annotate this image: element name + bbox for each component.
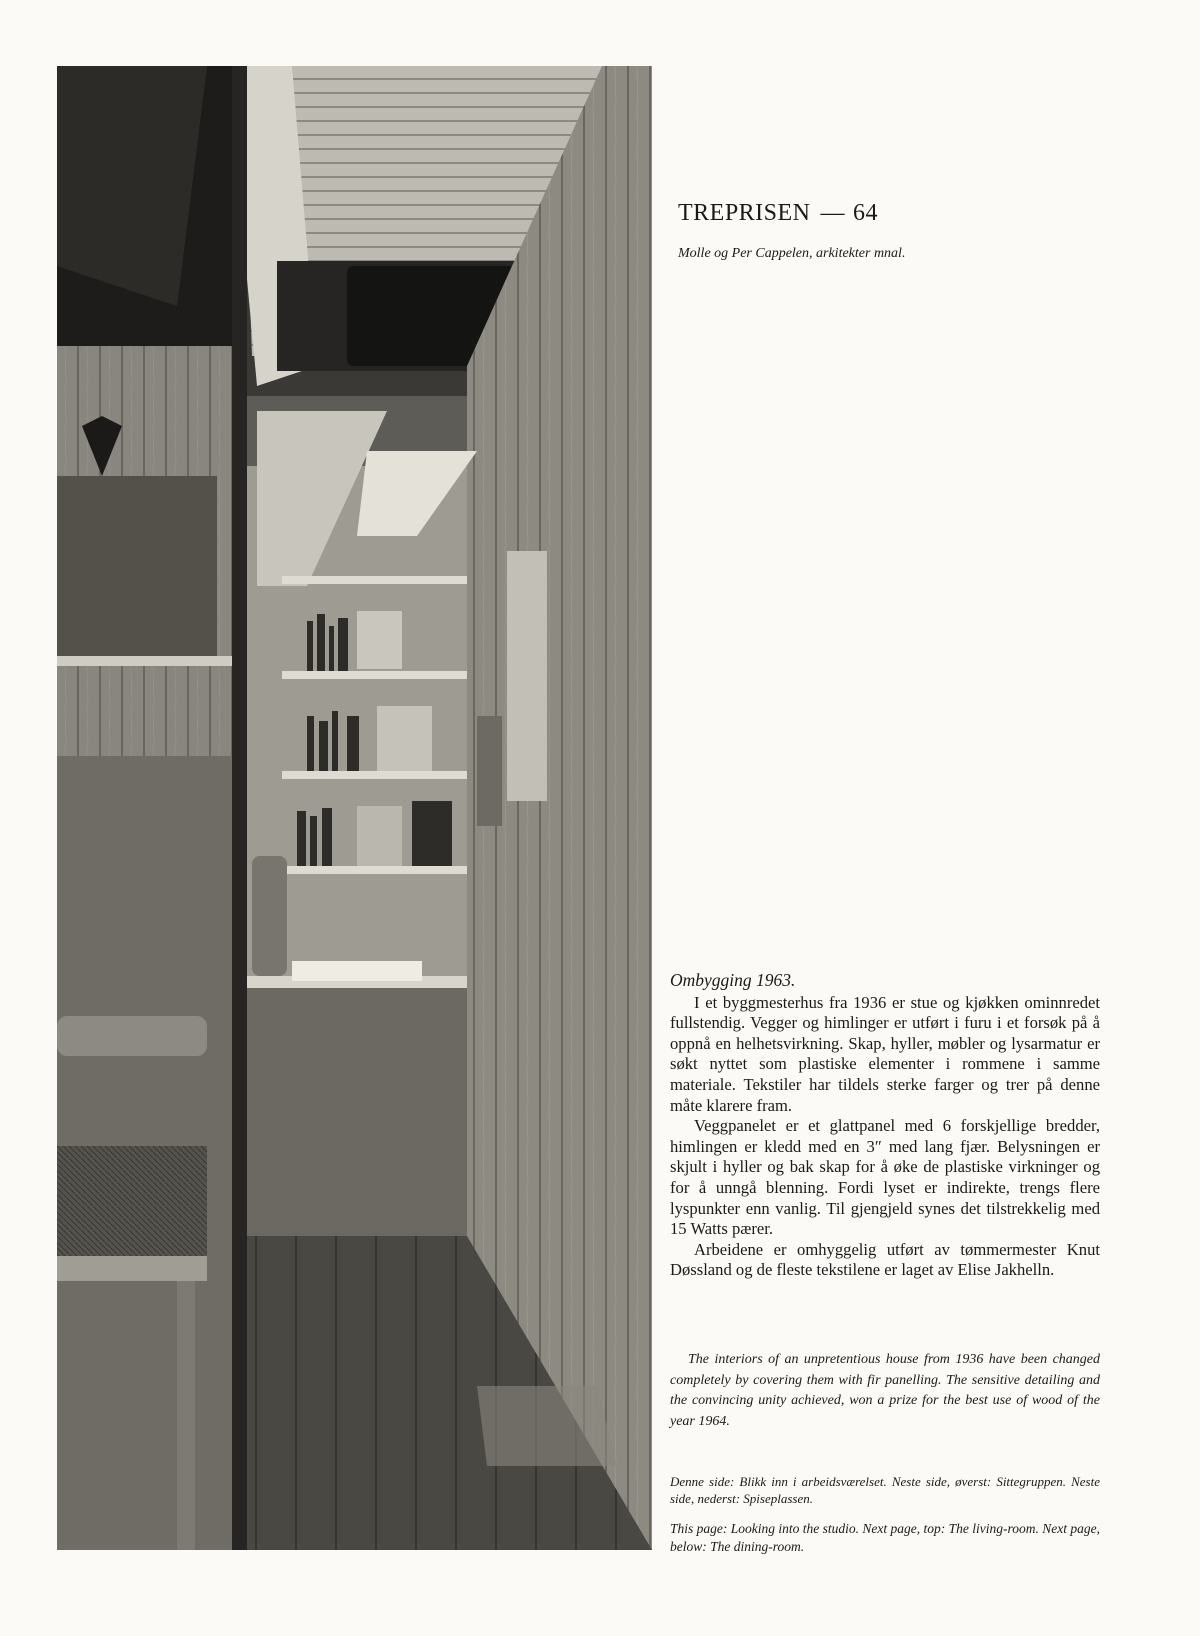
norwegian-text-block — [670, 970, 1100, 1281]
norwegian-paragraph-1: I et byggmesterhus fra 1936 er stue og kjøkken ominnredet fullstendig. Vegger og himlinger er utført i furu i et forsøk på å oppnå en helhetsvirkning. Skap, hyller, møbler og lysarmatur er søkt nyttet som plastiske elementer i rommene i samme materiale. Tekstiler har tildels sterke farger og trer på denne måte klarere fram. — [670, 992, 1100, 1115]
caption-norwegian — [670, 1473, 1100, 1507]
caption-english — [670, 1520, 1100, 1555]
title-text: TREPRISEN — [678, 200, 811, 226]
english-summary — [670, 1350, 1100, 1432]
architects-credit: Molle og Per Cappelen, arkitekter mnal. — [678, 246, 906, 261]
norwegian-paragraph-3: Arbeidene er omhyggelig utført av tømmermester Knut Døssland og de fleste tekstilene er laget av Elise Jakhelln. — [670, 1239, 1100, 1280]
caption-english-text: This page: Looking into the studio. Next page, top: The living-room. Next page, below: The dining-room. — [670, 1521, 1100, 1554]
norwegian-paragraph-2: Veggpanelet er et glattpanel med 6 forskjellige bredder, himlingen er kledd med en 3″ med lang fjær. Belysningen er skjult i hyller og bak skap for å øke de plastiske virkninger og for å unngå blenning. Fordi lyset er indirekte, trengs flere lyspunkter enn vanlig. Til gjengjeld synes det tilstrekkelig med 15 Watts pærer. — [670, 1116, 1100, 1239]
article-title — [678, 200, 878, 227]
caption-norwegian-text: Denne side: Blikk inn i arbeidsværelset. Neste side, øverst: Sittegruppen. Neste side, nederst: Spiseplassen. — [670, 1474, 1100, 1506]
interior-photo — [57, 66, 652, 1550]
title-dash: — — [820, 200, 846, 226]
english-paragraph: The interiors of an unpretentious house from 1936 have been changed completely by covering them with fir panelling. The sensitive detailing and the convincing unity achieved, won a prize for the best use of wood of the year 1964. — [670, 1352, 1100, 1429]
interior-photo-illustration — [57, 66, 652, 1550]
title-number: 64 — [853, 200, 879, 226]
norwegian-heading: Ombygging 1963. — [670, 970, 796, 990]
